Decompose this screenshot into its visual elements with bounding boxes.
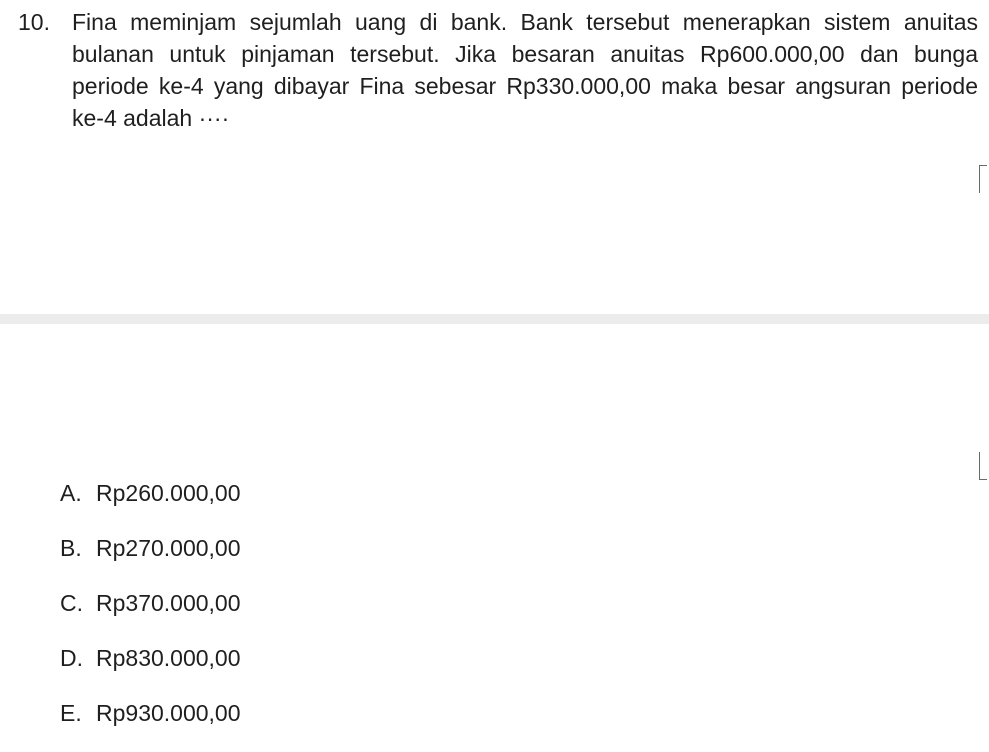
question-block (18, 6, 978, 134)
option-letter: C. (60, 590, 83, 616)
option-letter: A. (60, 480, 82, 506)
section-divider (0, 314, 989, 324)
option-c[interactable] (60, 587, 241, 642)
option-e[interactable] (60, 697, 241, 752)
option-d[interactable] (60, 642, 241, 697)
answer-options (60, 477, 241, 752)
option-a[interactable] (60, 477, 241, 532)
option-text: Rp270.000,00 (96, 535, 241, 561)
option-letter: B. (60, 535, 82, 561)
option-text: Rp830.000,00 (96, 645, 241, 671)
option-b[interactable] (60, 532, 241, 587)
bracket-bottom-corner (979, 452, 987, 480)
bracket-top-corner (979, 165, 987, 193)
question-number: 10. (18, 9, 50, 35)
option-text: Rp260.000,00 (96, 480, 241, 506)
option-text: Rp930.000,00 (96, 700, 241, 726)
option-letter: D. (60, 645, 83, 671)
option-text: Rp370.000,00 (96, 590, 241, 616)
question-text: Fina meminjam sejumlah uang di bank. Bank tersebut menerapkan sistem anuitas bulanan untuk pinjaman tersebut. Jika besaran anuitas Rp600.000,00 dan bunga periode ke-4 yang dibayar Fina sebesar Rp330.000,00 maka besar angsuran periode ke-4 adalah ···· (72, 9, 978, 131)
option-letter: E. (60, 700, 82, 726)
